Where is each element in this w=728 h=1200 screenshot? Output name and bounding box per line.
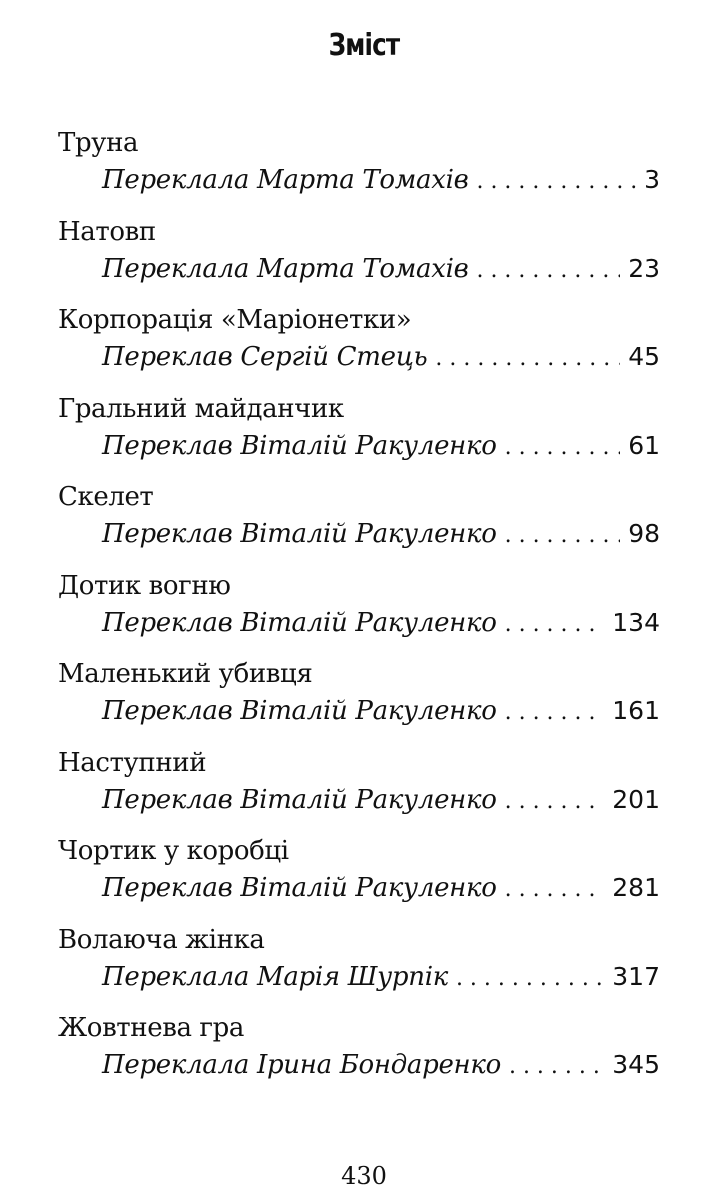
story-title: Натовп bbox=[58, 216, 156, 247]
translator-credit: Переклав Віталій Ракуленко bbox=[102, 873, 497, 903]
dot-leader bbox=[505, 870, 605, 910]
toc-entry bbox=[58, 480, 660, 569]
dot-leader bbox=[435, 339, 620, 379]
story-title: Волаюча жінка bbox=[58, 924, 265, 955]
story-title: Дотик вогню bbox=[58, 570, 231, 601]
toc-entry bbox=[58, 657, 660, 746]
translator-credit: Переклала Ірина Бондаренко bbox=[102, 1050, 501, 1080]
toc-entry bbox=[58, 303, 660, 392]
toc-entry bbox=[58, 392, 660, 481]
toc-entry bbox=[58, 746, 660, 835]
translator-credit: Переклав Віталій Ракуленко bbox=[102, 430, 497, 461]
story-title: Гральний майданчик bbox=[58, 393, 344, 424]
story-title: Жовтнева гра bbox=[58, 1013, 244, 1043]
translator-line bbox=[102, 249, 660, 291]
story-title: Труна bbox=[58, 128, 139, 158]
story-title: Корпорація «Маріонетки» bbox=[58, 305, 412, 335]
page-number: 317 bbox=[612, 961, 660, 991]
page-number: 23 bbox=[628, 253, 660, 283]
toc-entry bbox=[58, 569, 660, 658]
dot-leader bbox=[505, 605, 605, 645]
page-number: 201 bbox=[612, 784, 660, 814]
toc-entry bbox=[58, 1011, 660, 1100]
table-of-contents bbox=[58, 126, 660, 1100]
story-title: Чортик у коробці bbox=[58, 836, 289, 866]
dot-leader bbox=[509, 1047, 604, 1087]
page-number: 345 bbox=[612, 1050, 660, 1079]
dot-leader bbox=[476, 251, 620, 291]
translator-line bbox=[102, 868, 660, 910]
translator-credit: Переклав Сергій Стець bbox=[102, 342, 428, 372]
translator-credit: Переклала Марта Томахів bbox=[102, 165, 469, 195]
translator-line bbox=[102, 426, 660, 468]
page-number: 281 bbox=[612, 873, 660, 902]
translator-line bbox=[102, 514, 660, 556]
translator-line bbox=[102, 691, 660, 733]
story-title: Маленький убивця bbox=[58, 659, 313, 689]
translator-credit: Переклав Віталій Ракуленко bbox=[102, 696, 497, 726]
translator-line bbox=[102, 337, 660, 379]
page-number: 134 bbox=[612, 607, 660, 637]
toc-entry bbox=[58, 215, 660, 304]
dot-leader bbox=[505, 782, 605, 822]
translator-credit: Переклав Віталій Ракуленко bbox=[102, 607, 497, 638]
translator-line bbox=[102, 1045, 660, 1087]
story-title: Наступний bbox=[58, 747, 207, 778]
translator-credit: Переклала Марія Шурпік bbox=[102, 961, 448, 992]
dot-leader bbox=[476, 162, 636, 202]
translator-line bbox=[102, 780, 660, 822]
translator-line bbox=[102, 603, 660, 645]
page-number: 98 bbox=[628, 519, 660, 548]
page-number: 3 bbox=[644, 165, 660, 194]
translator-line bbox=[102, 957, 660, 999]
story-title: Скелет bbox=[58, 482, 154, 512]
dot-leader bbox=[505, 516, 621, 556]
translator-line bbox=[102, 160, 660, 202]
translator-credit: Переклав Віталій Ракуленко bbox=[102, 784, 497, 815]
toc-entry bbox=[58, 834, 660, 923]
folio-page-number: 430 bbox=[341, 1162, 387, 1190]
page-title: Зміст bbox=[328, 28, 400, 63]
dot-leader bbox=[456, 959, 604, 999]
toc-entry bbox=[58, 126, 660, 215]
page-number: 45 bbox=[628, 342, 660, 371]
page-number: 61 bbox=[628, 430, 660, 460]
translator-credit: Переклав Віталій Ракуленко bbox=[102, 519, 497, 549]
translator-credit: Переклала Марта Томахів bbox=[102, 253, 469, 284]
toc-entry bbox=[58, 923, 660, 1012]
page-number: 161 bbox=[612, 696, 660, 725]
dot-leader bbox=[505, 428, 621, 468]
dot-leader bbox=[505, 693, 605, 733]
